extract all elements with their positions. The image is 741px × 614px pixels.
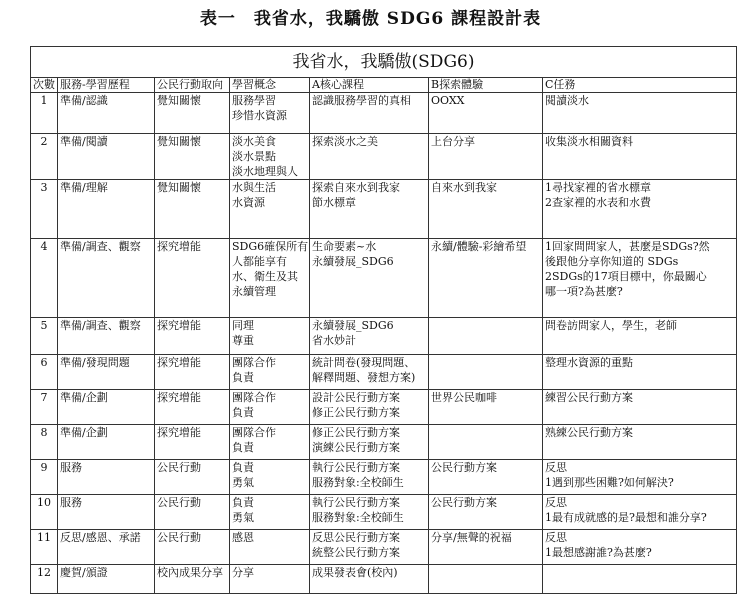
cell-line: 世界公民咖啡	[431, 391, 497, 404]
core-cell	[310, 495, 429, 530]
stage-cell	[58, 239, 155, 318]
stage-cell	[58, 495, 155, 530]
core-cell	[310, 530, 429, 565]
cell-line: 準備/企劃	[60, 391, 108, 404]
cell-line: 公民行動	[157, 461, 201, 474]
cell-line: 準備/企劃	[60, 426, 108, 439]
civic-cell	[155, 134, 230, 180]
cell-line: 探究增能	[157, 356, 201, 369]
table-row	[31, 180, 737, 239]
header-explore: B探索體驗	[429, 78, 543, 93]
concept-cell	[230, 530, 310, 565]
table-row	[31, 390, 737, 425]
header-row	[31, 78, 737, 93]
cell-line: 節水標章	[312, 196, 356, 209]
cell-line: 1最想感謝誰?為甚麼?	[545, 546, 652, 559]
cell-line: 覺知關懷	[157, 181, 201, 194]
cell-line: 永續發展_SDG6	[312, 319, 394, 332]
concept-cell	[230, 134, 310, 180]
cell-line: 服務學習	[232, 94, 276, 107]
table-row	[31, 93, 737, 134]
core-cell	[310, 460, 429, 495]
cell-line: 永續/體驗-彩繪希望	[431, 240, 527, 253]
cell-line: 服務對象:全校師生	[312, 476, 404, 489]
cell-line: 反思	[545, 531, 567, 544]
concept-cell	[230, 318, 310, 355]
table-row	[31, 355, 737, 390]
cell-line: 探索淡水之美	[312, 135, 378, 148]
civic-cell	[155, 565, 230, 594]
explore-cell	[429, 530, 543, 565]
task-cell	[543, 390, 737, 425]
cell-line: 團隊合作	[232, 426, 276, 439]
concept-cell	[230, 93, 310, 134]
cell-line: 自來水到我家	[431, 181, 497, 194]
cell-line: 反思/感恩、承諾	[60, 531, 141, 544]
cell-line: 團隊合作	[232, 391, 276, 404]
row-number: 5	[31, 318, 58, 355]
explore-cell	[429, 495, 543, 530]
cell-line: 整理水資源的重點	[545, 356, 633, 369]
cell-line: 勇氣	[232, 476, 254, 489]
cell-line: 覺知關懷	[157, 94, 201, 107]
cell-line: 分享	[232, 566, 254, 579]
cell-line: 公民行動	[157, 496, 201, 509]
cell-line: 執行公民行動方案	[312, 461, 400, 474]
task-cell	[543, 93, 737, 134]
cell-line: 探究增能	[157, 426, 201, 439]
cell-line: 探索自來水到我家	[312, 181, 400, 194]
table-row	[31, 134, 737, 180]
civic-cell	[155, 460, 230, 495]
table-row	[31, 318, 737, 355]
explore-cell	[429, 239, 543, 318]
cell-line: 準備/調查、觀察	[60, 319, 141, 332]
core-cell	[310, 390, 429, 425]
cell-line: 準備/閱讀	[60, 135, 108, 148]
task-cell	[543, 530, 737, 565]
cell-line: 準備/理解	[60, 181, 108, 194]
cell-line: 感恩	[232, 531, 254, 544]
civic-cell	[155, 425, 230, 460]
cell-line: 水與生活	[232, 181, 276, 194]
cell-line: 成果發表會(校內)	[312, 566, 398, 579]
core-cell	[310, 425, 429, 460]
table-body	[31, 93, 737, 594]
header-count: 次數	[31, 78, 58, 93]
concept-cell	[230, 495, 310, 530]
explore-cell	[429, 425, 543, 460]
civic-cell	[155, 318, 230, 355]
stage-cell	[58, 565, 155, 594]
table-title: 我省水，我驕傲(SDG6)	[31, 47, 737, 78]
cell-line: 1最有成就感的是?最想和誰分享?	[545, 511, 707, 524]
concept-cell	[230, 565, 310, 594]
table-caption: 表一 我省水，我驕傲 SDG6 課程設計表	[199, 9, 542, 29]
cell-line: 熟練公民行動方案	[545, 426, 633, 439]
cell-line: 水資源	[232, 196, 265, 209]
core-cell	[310, 565, 429, 594]
header-task: C任務	[543, 78, 737, 93]
cell-line: 收集淡水相關資料	[545, 135, 633, 148]
task-cell	[543, 565, 737, 594]
cell-line: 準備/認識	[60, 94, 108, 107]
cell-line: 問卷訪問家人，學生，老師	[545, 319, 677, 332]
civic-cell	[155, 355, 230, 390]
table-row	[31, 530, 737, 565]
cell-line: 統計問卷(發現問題、	[312, 356, 416, 369]
row-number: 9	[31, 460, 58, 495]
row-number: 10	[31, 495, 58, 530]
explore-cell	[429, 93, 543, 134]
cell-line: 探究增能	[157, 240, 201, 253]
civic-cell	[155, 239, 230, 318]
cell-line: 反思	[545, 496, 567, 509]
concept-cell	[230, 355, 310, 390]
cell-line: 準備/發現問題	[60, 356, 130, 369]
concept-cell	[230, 180, 310, 239]
cell-line: 團隊合作	[232, 356, 276, 369]
stage-cell	[58, 93, 155, 134]
stage-cell	[58, 425, 155, 460]
cell-line: 反思	[545, 461, 567, 474]
cell-line: 覺知關懷	[157, 135, 201, 148]
cell-line: 校內成果分享	[157, 566, 223, 579]
task-cell	[543, 134, 737, 180]
row-number: 11	[31, 530, 58, 565]
stage-cell	[58, 318, 155, 355]
cell-line: 尊重	[232, 334, 254, 347]
row-number: 1	[31, 93, 58, 134]
stage-cell	[58, 355, 155, 390]
cell-line: 水、衛生及其	[232, 270, 298, 283]
stage-cell	[58, 134, 155, 180]
concept-cell	[230, 239, 310, 318]
cell-line: 修正公民行動方案	[312, 426, 400, 439]
cell-line: 認識服務學習的真相	[312, 94, 411, 107]
civic-cell	[155, 390, 230, 425]
cell-line: 負責	[232, 441, 254, 454]
core-cell	[310, 180, 429, 239]
cell-line: 準備/調查、觀察	[60, 240, 141, 253]
cell-line: 修正公民行動方案	[312, 406, 400, 419]
cell-line: 淡水美食	[232, 135, 276, 148]
stage-cell	[58, 460, 155, 495]
cell-line: 淡水景點	[232, 150, 276, 163]
cell-line: 反思公民行動方案	[312, 531, 400, 544]
stage-cell	[58, 180, 155, 239]
cell-line: 勇氣	[232, 511, 254, 524]
cell-line: OOXX	[431, 94, 465, 107]
explore-cell	[429, 318, 543, 355]
cell-line: 探究增能	[157, 391, 201, 404]
header-core: A核心課程	[310, 78, 429, 93]
explore-cell	[429, 355, 543, 390]
cell-line: 同理	[232, 319, 254, 332]
cell-line: 人都能享有	[232, 255, 287, 268]
row-number: 12	[31, 565, 58, 594]
cell-line: 分享/無聲的祝福	[431, 531, 512, 544]
cell-line: 永續發展_SDG6	[312, 255, 394, 268]
header-civic: 公民行動取向	[155, 78, 230, 93]
cell-line: 服務	[60, 496, 82, 509]
concept-cell	[230, 390, 310, 425]
explore-cell	[429, 390, 543, 425]
table-row	[31, 565, 737, 594]
cell-line: 上台分享	[431, 135, 475, 148]
core-cell	[310, 355, 429, 390]
task-cell	[543, 318, 737, 355]
cell-line: 永續管理	[232, 285, 276, 298]
task-cell	[543, 180, 737, 239]
core-cell	[310, 239, 429, 318]
core-cell	[310, 134, 429, 180]
cell-line: 2查家裡的水表和水費	[545, 196, 651, 209]
task-cell	[543, 425, 737, 460]
table-row	[31, 425, 737, 460]
cell-line: 服務	[60, 461, 82, 474]
civic-cell	[155, 180, 230, 239]
cell-line: 後跟他分享你知道的 SDGs	[545, 255, 679, 268]
explore-cell	[429, 460, 543, 495]
row-number: 6	[31, 355, 58, 390]
cell-line: 公民行動方案	[431, 496, 497, 509]
cell-line: 珍惜水資源	[232, 109, 287, 122]
cell-line: 解釋問題、發想方案)	[312, 371, 416, 384]
cell-line: 1尋找家裡的省水標章	[545, 181, 651, 194]
core-cell	[310, 93, 429, 134]
cell-line: 公民行動方案	[431, 461, 497, 474]
cell-line: 演練公民行動方案	[312, 441, 400, 454]
core-cell	[310, 318, 429, 355]
cell-line: 哪一項?為甚麼?	[545, 285, 623, 298]
task-cell	[543, 460, 737, 495]
stage-cell	[58, 390, 155, 425]
civic-cell	[155, 530, 230, 565]
stage-cell	[58, 530, 155, 565]
cell-line: 生命要素~水	[312, 240, 377, 253]
cell-line: 公民行動	[157, 531, 201, 544]
row-number: 2	[31, 134, 58, 180]
row-number: 4	[31, 239, 58, 318]
cell-line: 執行公民行動方案	[312, 496, 400, 509]
concept-cell	[230, 425, 310, 460]
header-stage: 服務-學習歷程	[58, 78, 155, 93]
cell-line: 探究增能	[157, 319, 201, 332]
cell-line: 淡水地理與人	[232, 165, 298, 178]
cell-line: 負責	[232, 496, 254, 509]
task-cell	[543, 355, 737, 390]
cell-line: 設計公民行動方案	[312, 391, 400, 404]
civic-cell	[155, 495, 230, 530]
row-number: 7	[31, 390, 58, 425]
task-cell	[543, 495, 737, 530]
cell-line: 服務對象:全校師生	[312, 511, 404, 524]
task-cell	[543, 239, 737, 318]
cell-line: 統整公民行動方案	[312, 546, 400, 559]
cell-line: SDG6確保所有	[232, 240, 309, 253]
row-number: 3	[31, 180, 58, 239]
cell-line: 負責	[232, 406, 254, 419]
table-row	[31, 460, 737, 495]
header-concept: 學習概念	[230, 78, 310, 93]
concept-cell	[230, 460, 310, 495]
cell-line: 1遇到那些困難?如何解決?	[545, 476, 674, 489]
cell-line: 2SDGs的17項目標中，你最關心	[545, 270, 707, 283]
cell-line: 閱讀淡水	[545, 94, 589, 107]
cell-line: 1回家問問家人，甚麼是SDGs?然	[545, 240, 710, 253]
cell-line: 慶賀/頒證	[60, 566, 108, 579]
cell-line: 練習公民行動方案	[545, 391, 633, 404]
explore-cell	[429, 134, 543, 180]
course-design-table	[30, 46, 737, 594]
cell-line: 負責	[232, 371, 254, 384]
table-row	[31, 239, 737, 318]
cell-line: 負責	[232, 461, 254, 474]
civic-cell	[155, 93, 230, 134]
explore-cell	[429, 565, 543, 594]
explore-cell	[429, 180, 543, 239]
row-number: 8	[31, 425, 58, 460]
table-row	[31, 495, 737, 530]
cell-line: 省水妙計	[312, 334, 356, 347]
